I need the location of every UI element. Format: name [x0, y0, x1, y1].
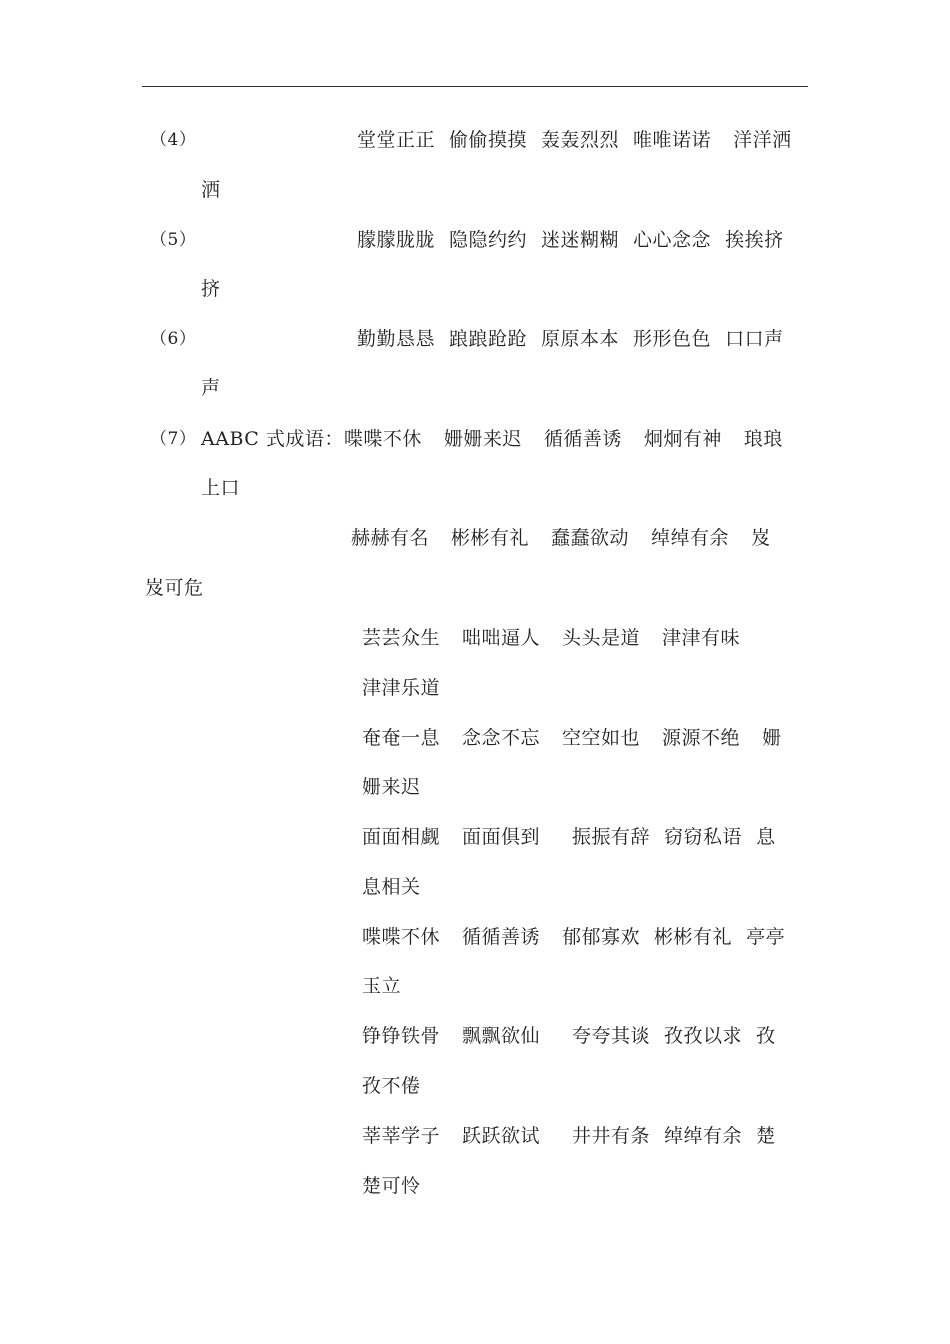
item-number-4: （4） — [150, 130, 197, 150]
idiom-continuation: 洒 — [201, 179, 221, 201]
idiom-row-4 — [357, 128, 792, 152]
idiom-row — [362, 1124, 776, 1148]
idiom-continuation: 玉立 — [362, 975, 402, 997]
idiom: 井井有条 — [572, 1125, 651, 1147]
idiom: 蠢蠢欲动 — [551, 527, 630, 549]
idiom: 彬彬有礼 — [654, 926, 733, 948]
idiom: 孜孜以求 — [664, 1025, 743, 1047]
idiom: 跃跃欲试 — [462, 1125, 541, 1147]
idiom: 彬彬有礼 — [451, 527, 530, 549]
idiom-row — [362, 925, 785, 949]
idiom: 楚 — [756, 1125, 776, 1147]
idiom-continuation: 岌可危 — [145, 577, 204, 599]
idiom-continuation: 津津乐道 — [362, 677, 441, 699]
idiom-row — [362, 1024, 776, 1048]
idiom: 咄咄逼人 — [462, 627, 541, 649]
idiom: 津津有味 — [662, 627, 741, 649]
idiom-continuation: 楚可怜 — [362, 1175, 421, 1197]
idiom: 飘飘欲仙 — [462, 1025, 541, 1047]
idiom: 心心念念 — [633, 229, 712, 251]
idiom: 炯炯有神 — [643, 428, 722, 450]
idiom: 空空如也 — [562, 727, 641, 749]
idiom: 息 — [756, 826, 776, 848]
idiom: 源源不绝 — [662, 727, 741, 749]
idiom: 形形色色 — [633, 328, 712, 350]
idiom: 踉踉跄跄 — [449, 328, 528, 350]
idiom: 郁郁寡欢 — [562, 926, 641, 948]
idiom: 迷迷糊糊 — [541, 229, 620, 251]
idiom: 铮铮铁骨 — [362, 1025, 441, 1047]
idiom: 勤勤恳恳 — [357, 328, 436, 350]
idiom: 绰绰有余 — [651, 527, 730, 549]
idiom-row — [362, 825, 776, 849]
idiom: 窃窃私语 — [664, 826, 743, 848]
idiom: 原原本本 — [541, 328, 620, 350]
idiom: 琅琅 — [743, 428, 783, 450]
idiom: 轰轰烈烈 — [541, 129, 620, 151]
idiom: 孜 — [756, 1025, 776, 1047]
idiom-continuation: 挤 — [201, 278, 221, 300]
item-number-5: （5） — [150, 230, 197, 250]
idiom-row-5 — [357, 228, 784, 252]
section-label: AABC 式成语： — [201, 428, 344, 450]
idiom: 奄奄一息 — [362, 727, 441, 749]
item-number-7: （7） — [150, 429, 197, 449]
idiom: 夸夸其谈 — [572, 1025, 651, 1047]
idiom: 芸芸众生 — [362, 627, 441, 649]
idiom: 喋喋不休 — [362, 926, 441, 948]
idiom: 姗 — [762, 727, 782, 749]
idiom: 口口声 — [725, 328, 784, 350]
idiom-row-6 — [357, 327, 784, 351]
idiom: 挨挨挤 — [725, 229, 784, 251]
idiom: 绰绰有余 — [664, 1125, 743, 1147]
idiom: 朦朦胧胧 — [357, 229, 436, 251]
idiom: 面面俱到 — [462, 826, 541, 848]
idiom: 亭亭 — [746, 926, 786, 948]
idiom: 喋喋不休 — [343, 428, 422, 450]
idiom: 赫赫有名 — [351, 527, 430, 549]
idiom: 循循善诱 — [462, 926, 541, 948]
header-rule — [142, 86, 808, 87]
idiom: 偷偷摸摸 — [449, 129, 528, 151]
idiom: 莘莘学子 — [362, 1125, 441, 1147]
idiom-continuation: 息相关 — [362, 876, 421, 898]
idiom: 洋洋洒 — [733, 129, 792, 151]
idiom-continuation: 上口 — [201, 477, 241, 499]
idiom: 面面相觑 — [362, 826, 441, 848]
idiom: 头头是道 — [562, 627, 641, 649]
idiom-row — [362, 726, 782, 750]
idiom: 姗姗来迟 — [443, 428, 522, 450]
idiom: 振振有辞 — [572, 826, 651, 848]
idiom-continuation: 孜不倦 — [362, 1075, 421, 1097]
idiom: 念念不忘 — [462, 727, 541, 749]
idiom-row — [362, 626, 740, 650]
idiom-continuation: 声 — [201, 377, 221, 399]
idiom-row — [351, 526, 771, 550]
idiom: 隐隐约约 — [449, 229, 528, 251]
idiom: 循循善诱 — [543, 428, 622, 450]
idiom: 堂堂正正 — [357, 129, 436, 151]
idiom-continuation: 姗来迟 — [362, 776, 421, 798]
item-number-6: （6） — [150, 329, 197, 349]
idiom-row-7 — [201, 427, 783, 451]
idiom: 岌 — [751, 527, 771, 549]
idiom: 唯唯诺诺 — [633, 129, 712, 151]
